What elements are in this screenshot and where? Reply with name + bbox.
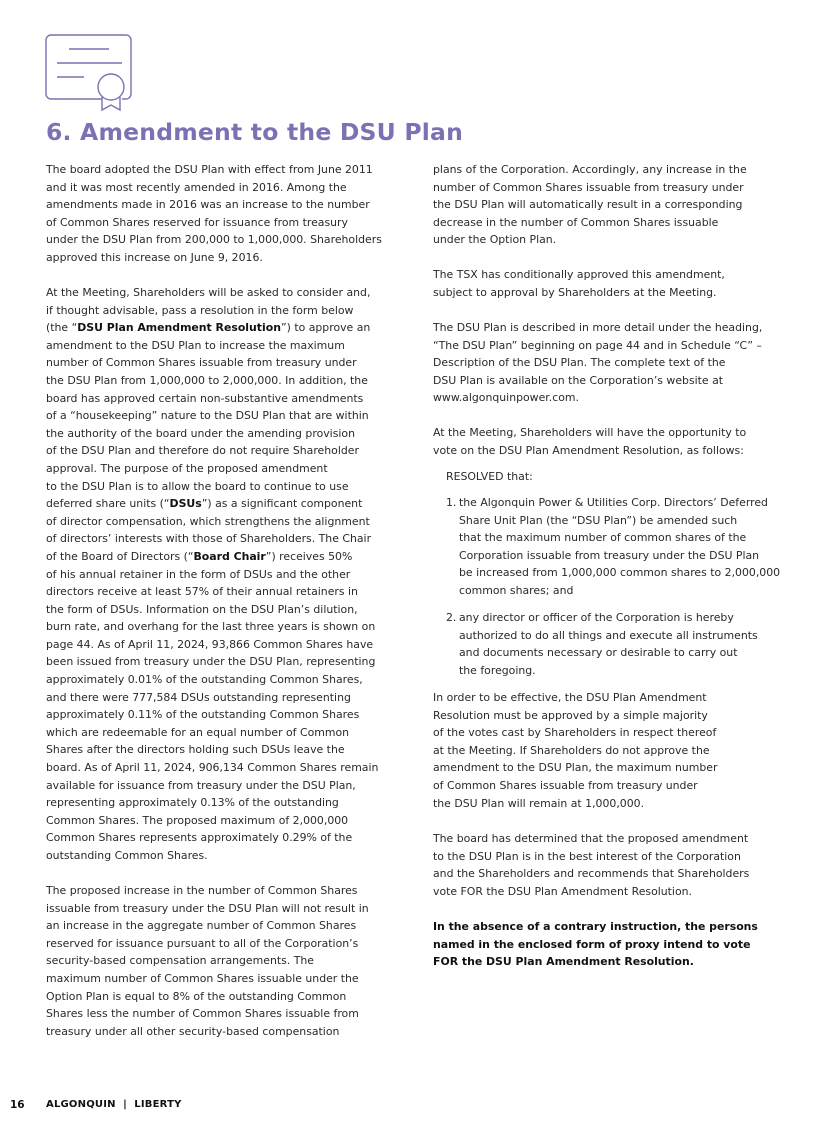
text-line: been issued from treasury under the DSU Plan, representing bbox=[46, 655, 376, 669]
text-line: of the votes cast by Shareholders in respect thereof bbox=[433, 726, 717, 740]
text-line: number of Common Shares issuable from treasury under bbox=[46, 356, 357, 370]
text-line: to the DSU Plan is in the best interest of the Corporation bbox=[433, 849, 741, 863]
text-line: reserved for issuance pursuant to all of the Corporation’s bbox=[46, 936, 359, 950]
text-line: of Common Shares reserved for issuance from treasury bbox=[46, 215, 348, 229]
text-line: named in the enclosed form of proxy intend to vote bbox=[433, 937, 751, 951]
text-line: the DSU Plan from 1,000,000 to 2,000,000. In addition, the bbox=[46, 373, 368, 387]
text-line: authorized to do all things and execute all instruments bbox=[459, 628, 758, 642]
right-paragraph-4 bbox=[433, 424, 746, 459]
text-line: the foregoing. bbox=[459, 663, 536, 677]
text-line: (the “DSU Plan Amendment Resolution”) to approve an bbox=[46, 321, 371, 335]
text-line: number of Common Shares issuable from treasury under bbox=[433, 180, 744, 194]
text-line: of Common Shares issuable from treasury under bbox=[433, 778, 698, 792]
text-line: of the Board of Directors (“Board Chair”) receives 50% bbox=[46, 549, 353, 563]
text-line: subject to approval by Shareholders at the Meeting. bbox=[433, 285, 717, 299]
item-number: 2. bbox=[446, 611, 457, 624]
text-line: burn rate, and overhang for the last three years is shown on bbox=[46, 620, 376, 634]
text-line: vote on the DSU Plan Amendment Resolution, as follows: bbox=[433, 443, 744, 457]
text-line: the Algonquin Power & Utilities Corp. Directors’ Deferred bbox=[459, 496, 768, 509]
left-paragraph-2 bbox=[46, 284, 378, 865]
text-line: amendments made in 2016 was an increase to the number bbox=[46, 198, 370, 212]
text-line: page 44. As of April 11, 2024, 93,866 Common Shares have bbox=[46, 637, 374, 651]
text-line: and documents necessary or desirable to carry out bbox=[459, 646, 738, 660]
text-line: common shares; and bbox=[459, 583, 574, 597]
text-line: the DSU Plan will remain at 1,000,000. bbox=[433, 796, 645, 810]
left-paragraph-3 bbox=[46, 882, 369, 1040]
text-line: Option Plan is equal to 8% of the outstanding Common bbox=[46, 989, 347, 1003]
text-line: of a “housekeeping” nature to the DSU Plan that are within bbox=[46, 409, 369, 423]
text-line: deferred share units (“DSUs”) as a significant component bbox=[46, 497, 363, 511]
text-line: under the Option Plan. bbox=[433, 233, 557, 247]
defined-term: Board Chair bbox=[193, 549, 266, 563]
item-number: 1. bbox=[446, 496, 457, 509]
text-line: representing approximately 0.13% of the outstanding bbox=[46, 796, 339, 810]
page-number: 16 bbox=[10, 1099, 25, 1111]
certificate-icon bbox=[44, 34, 136, 118]
text-line: www.algonquinpower.com. bbox=[433, 391, 579, 405]
text-line: Common Shares represents approximately 0.29% of the bbox=[46, 831, 353, 845]
footer-brand: ALGONQUIN | LIBERTY bbox=[46, 1099, 182, 1110]
text-line: Share Unit Plan (the “DSU Plan”) be amended such bbox=[459, 513, 738, 527]
text-line: if thought advisable, pass a resolution in the form below bbox=[46, 303, 354, 317]
text-line: of his annual retainer in the form of DSUs and the other bbox=[46, 567, 351, 581]
text-line: “The DSU Plan” beginning on page 44 and in Schedule “C” – bbox=[433, 338, 762, 352]
text-line: Shares less the number of Common Shares issuable from bbox=[46, 1007, 359, 1021]
voting-recommendation bbox=[433, 918, 758, 971]
text-line: an increase in the aggregate number of Common Shares bbox=[46, 919, 357, 933]
text-line: directors receive at least 57% of their annual retainers in bbox=[46, 585, 358, 599]
right-paragraph-2 bbox=[433, 266, 725, 301]
text-line: Shares after the directors holding such DSUs leave the bbox=[46, 743, 345, 757]
text-line: security-based compensation arrangements. The bbox=[46, 954, 314, 968]
text-line: plans of the Corporation. Accordingly, any increase in the bbox=[433, 163, 747, 176]
text-line: outstanding Common Shares. bbox=[46, 849, 208, 862]
text-line: which are redeemable for an equal number of Common bbox=[46, 725, 350, 739]
section-title: 6. Amendment to the DSU Plan bbox=[46, 118, 463, 146]
text-line: issuable from treasury under the DSU Plan will not result in bbox=[46, 901, 369, 915]
text-line: The board has determined that the proposed amendment bbox=[433, 832, 749, 845]
text-line: The proposed increase in the number of Common Shares bbox=[46, 884, 358, 897]
text-line: The DSU Plan is described in more detail under the heading, bbox=[433, 321, 763, 334]
resolved-label bbox=[446, 468, 533, 486]
item-text bbox=[459, 494, 780, 600]
text-line: approval. The purpose of the proposed amendment bbox=[46, 461, 328, 475]
text-line: Corporation issuable from treasury under the DSU Plan bbox=[459, 548, 760, 562]
text-line: be increased from 1,000,000 common shares to 2,000,000 bbox=[459, 566, 781, 580]
text-line: treasury under all other security-based compensation bbox=[46, 1024, 340, 1038]
text-line: amendment to the DSU Plan, the maximum number bbox=[433, 761, 718, 775]
text-line: board has approved certain non-substantive amendments bbox=[46, 391, 364, 405]
text-line: approximately 0.11% of the outstanding Common Shares bbox=[46, 708, 360, 722]
text-line: at the Meeting. If Shareholders do not approve the bbox=[433, 743, 710, 757]
text-line: Common Shares. The proposed maximum of 2,000,000 bbox=[46, 813, 349, 827]
text-line: amendment to the DSU Plan to increase the maximum bbox=[46, 338, 345, 352]
text-line: vote FOR the DSU Plan Amendment Resolution. bbox=[433, 884, 692, 898]
defined-term: DSU Plan Amendment Resolution bbox=[77, 321, 281, 335]
text-line: The board adopted the DSU Plan with effect from June 2011 bbox=[46, 163, 373, 176]
text-line: the form of DSUs. Information on the DSU Plan’s dilution, bbox=[46, 602, 358, 616]
text-line: the DSU Plan will automatically result in a corresponding bbox=[433, 198, 743, 212]
text-line: In order to be effective, the DSU Plan Amendment bbox=[433, 691, 707, 704]
text-line: board. As of April 11, 2024, 906,134 Common Shares remain bbox=[46, 761, 379, 775]
text-line: decrease in the number of Common Shares issuable bbox=[433, 215, 719, 229]
text-line: and there were 777,584 DSUs outstanding representing bbox=[46, 690, 351, 704]
text-line: Description of the DSU Plan. The complete text of the bbox=[433, 356, 726, 370]
text-line: maximum number of Common Shares issuable under the bbox=[46, 971, 359, 985]
text-line: Resolution must be approved by a simple majority bbox=[433, 708, 708, 722]
text-line: approximately 0.01% of the outstanding Common Shares, bbox=[46, 673, 363, 687]
text-line: At the Meeting, Shareholders will have the opportunity to bbox=[433, 426, 747, 439]
text-line: of director compensation, which strengthens the alignment bbox=[46, 514, 370, 528]
right-paragraph-3 bbox=[433, 319, 762, 407]
right-paragraph-6 bbox=[433, 830, 749, 900]
text-line: DSU Plan is available on the Corporation’s website at bbox=[433, 373, 724, 387]
text-line: and the Shareholders and recommends that Shareholders bbox=[433, 867, 750, 881]
right-paragraph-1 bbox=[433, 161, 747, 249]
text-line: and it was most recently amended in 2016. Among the bbox=[46, 180, 347, 194]
text-line: In the absence of a contrary instruction, the persons bbox=[433, 920, 758, 933]
text-line: that the maximum number of common shares of the bbox=[459, 531, 747, 545]
text-line: to the DSU Plan is to allow the board to continue to use bbox=[46, 479, 349, 493]
text-line: At the Meeting, Shareholders will be asked to consider and, bbox=[46, 286, 371, 299]
right-paragraph-5 bbox=[433, 689, 717, 812]
defined-term: DSUs bbox=[169, 497, 202, 511]
text-line: of the DSU Plan and therefore do not require Shareholder bbox=[46, 444, 359, 458]
text-line: any director or officer of the Corporation is hereby bbox=[459, 611, 734, 624]
left-paragraph-1 bbox=[46, 161, 382, 267]
text-line: available for issuance from treasury under the DSU Plan, bbox=[46, 778, 356, 792]
text-line: the authority of the board under the amending provision bbox=[46, 426, 355, 440]
text-line: approved this increase on June 9, 2016. bbox=[46, 250, 263, 264]
text-line: under the DSU Plan from 200,000 to 1,000,000. Shareholders bbox=[46, 233, 382, 247]
resolved-text: RESOLVED that: bbox=[446, 470, 533, 483]
text-line: The TSX has conditionally approved this amendment, bbox=[433, 268, 725, 281]
item-text bbox=[459, 609, 758, 679]
text-line: FOR the DSU Plan Amendment Resolution. bbox=[433, 955, 694, 969]
text-line: of directors’ interests with those of Shareholders. The Chair bbox=[46, 532, 372, 546]
